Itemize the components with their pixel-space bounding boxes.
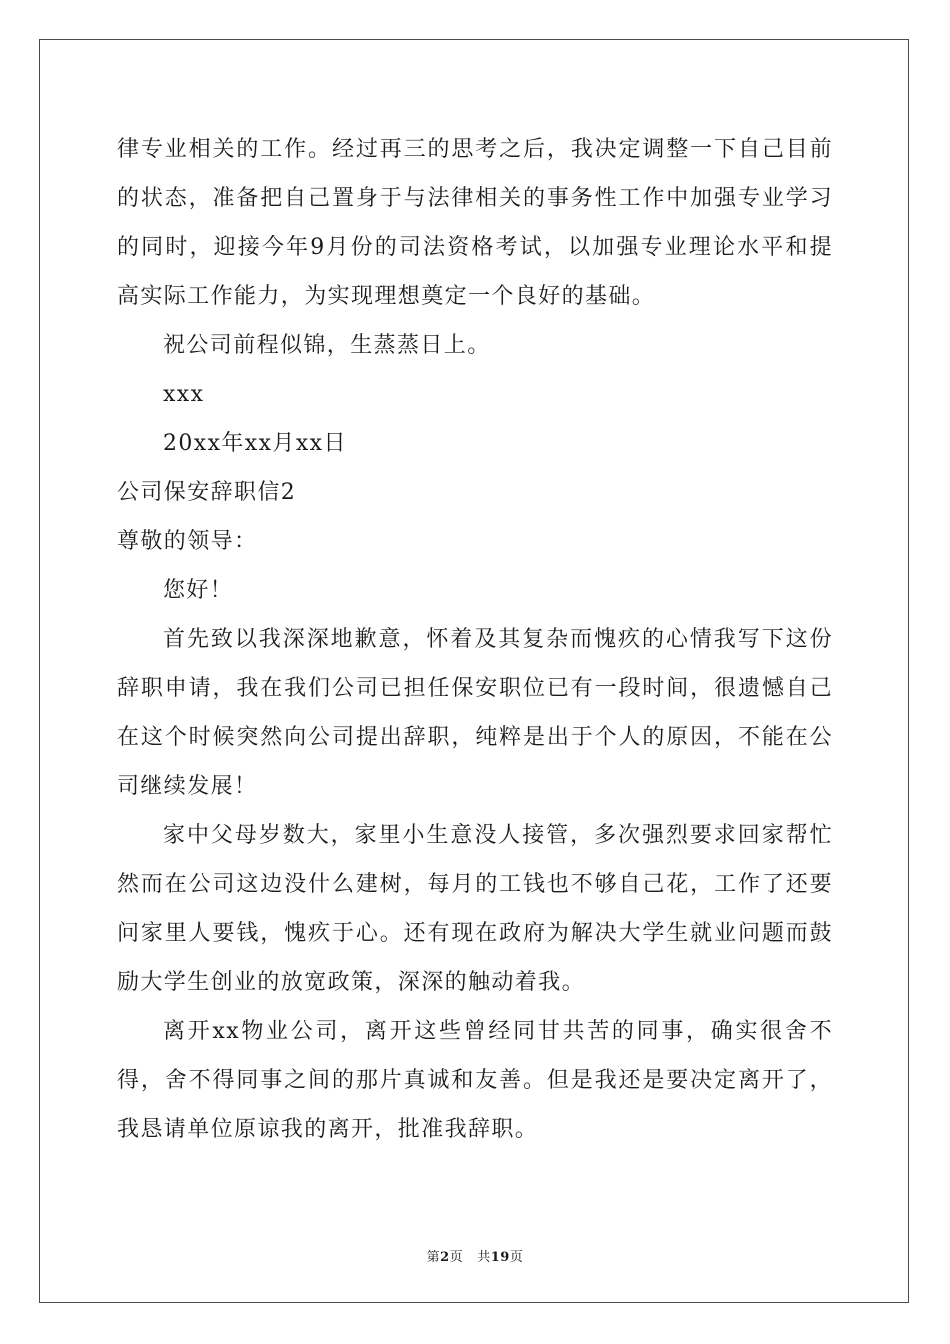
total-suffix: 页 [509,1250,524,1265]
section-title: 公司保安辞职信2 [117,480,297,505]
greeting: 您好！ [163,578,234,603]
page-suffix: 页 [449,1250,464,1265]
page-total: 19 [490,1250,510,1265]
page-prefix: 第 [426,1250,441,1265]
paragraph-family-reason: 家中父母岁数大，家里小生意没人接管，多次强烈要求回家帮忙然而在公司这边没什么建树，每月的工钱也不够自己花，工作了还要问家里人要钱，愧疚于心。还有现在政府为解决大学生就业问题而鼓励大学生创业的放宽政策，深深的触动着我。 [117,823,833,995]
signature-date: 20xx年xx月xx日 [163,431,347,456]
total-prefix: 共 [477,1250,491,1265]
paragraph-continuation: 律专业相关的工作。经过再三的思考之后，我决定调整一下自己目前的状态，准备把自己置身于与法律相关的事务性工作中加强专业学习的同时，迎接今年9月份的司法资格考试，以加强专业理论水平和提高实际工作能力，为实现理想奠定一个良好的基础。 [117,137,833,309]
salutation: 尊敬的领导： [117,529,258,554]
page-footer [0,1246,950,1265]
paragraph-farewell: 离开xx物业公司，离开这些曾经同甘共苦的同事，确实很舍不得，舍不得同事之间的那片真诚和友善。但是我还是要决定离开了，我恳请单位原谅我的离开，批准我辞职。 [117,1019,833,1142]
paragraph-apology: 首先致以我深深地歉意，怀着及其复杂而愧疚的心情我写下这份辞职申请，我在我们公司已担任保安职位已有一段时间，很遗憾自己在这个时候突然向公司提出辞职，纯粹是出于个人的原因，不能在公司继续发展！ [117,627,833,799]
paragraph-wishes: 祝公司前程似锦，生蒸蒸日上。 [163,333,491,358]
document-body [117,125,833,1154]
signature-name: xxx [163,382,205,407]
page-current: 2 [440,1250,450,1265]
